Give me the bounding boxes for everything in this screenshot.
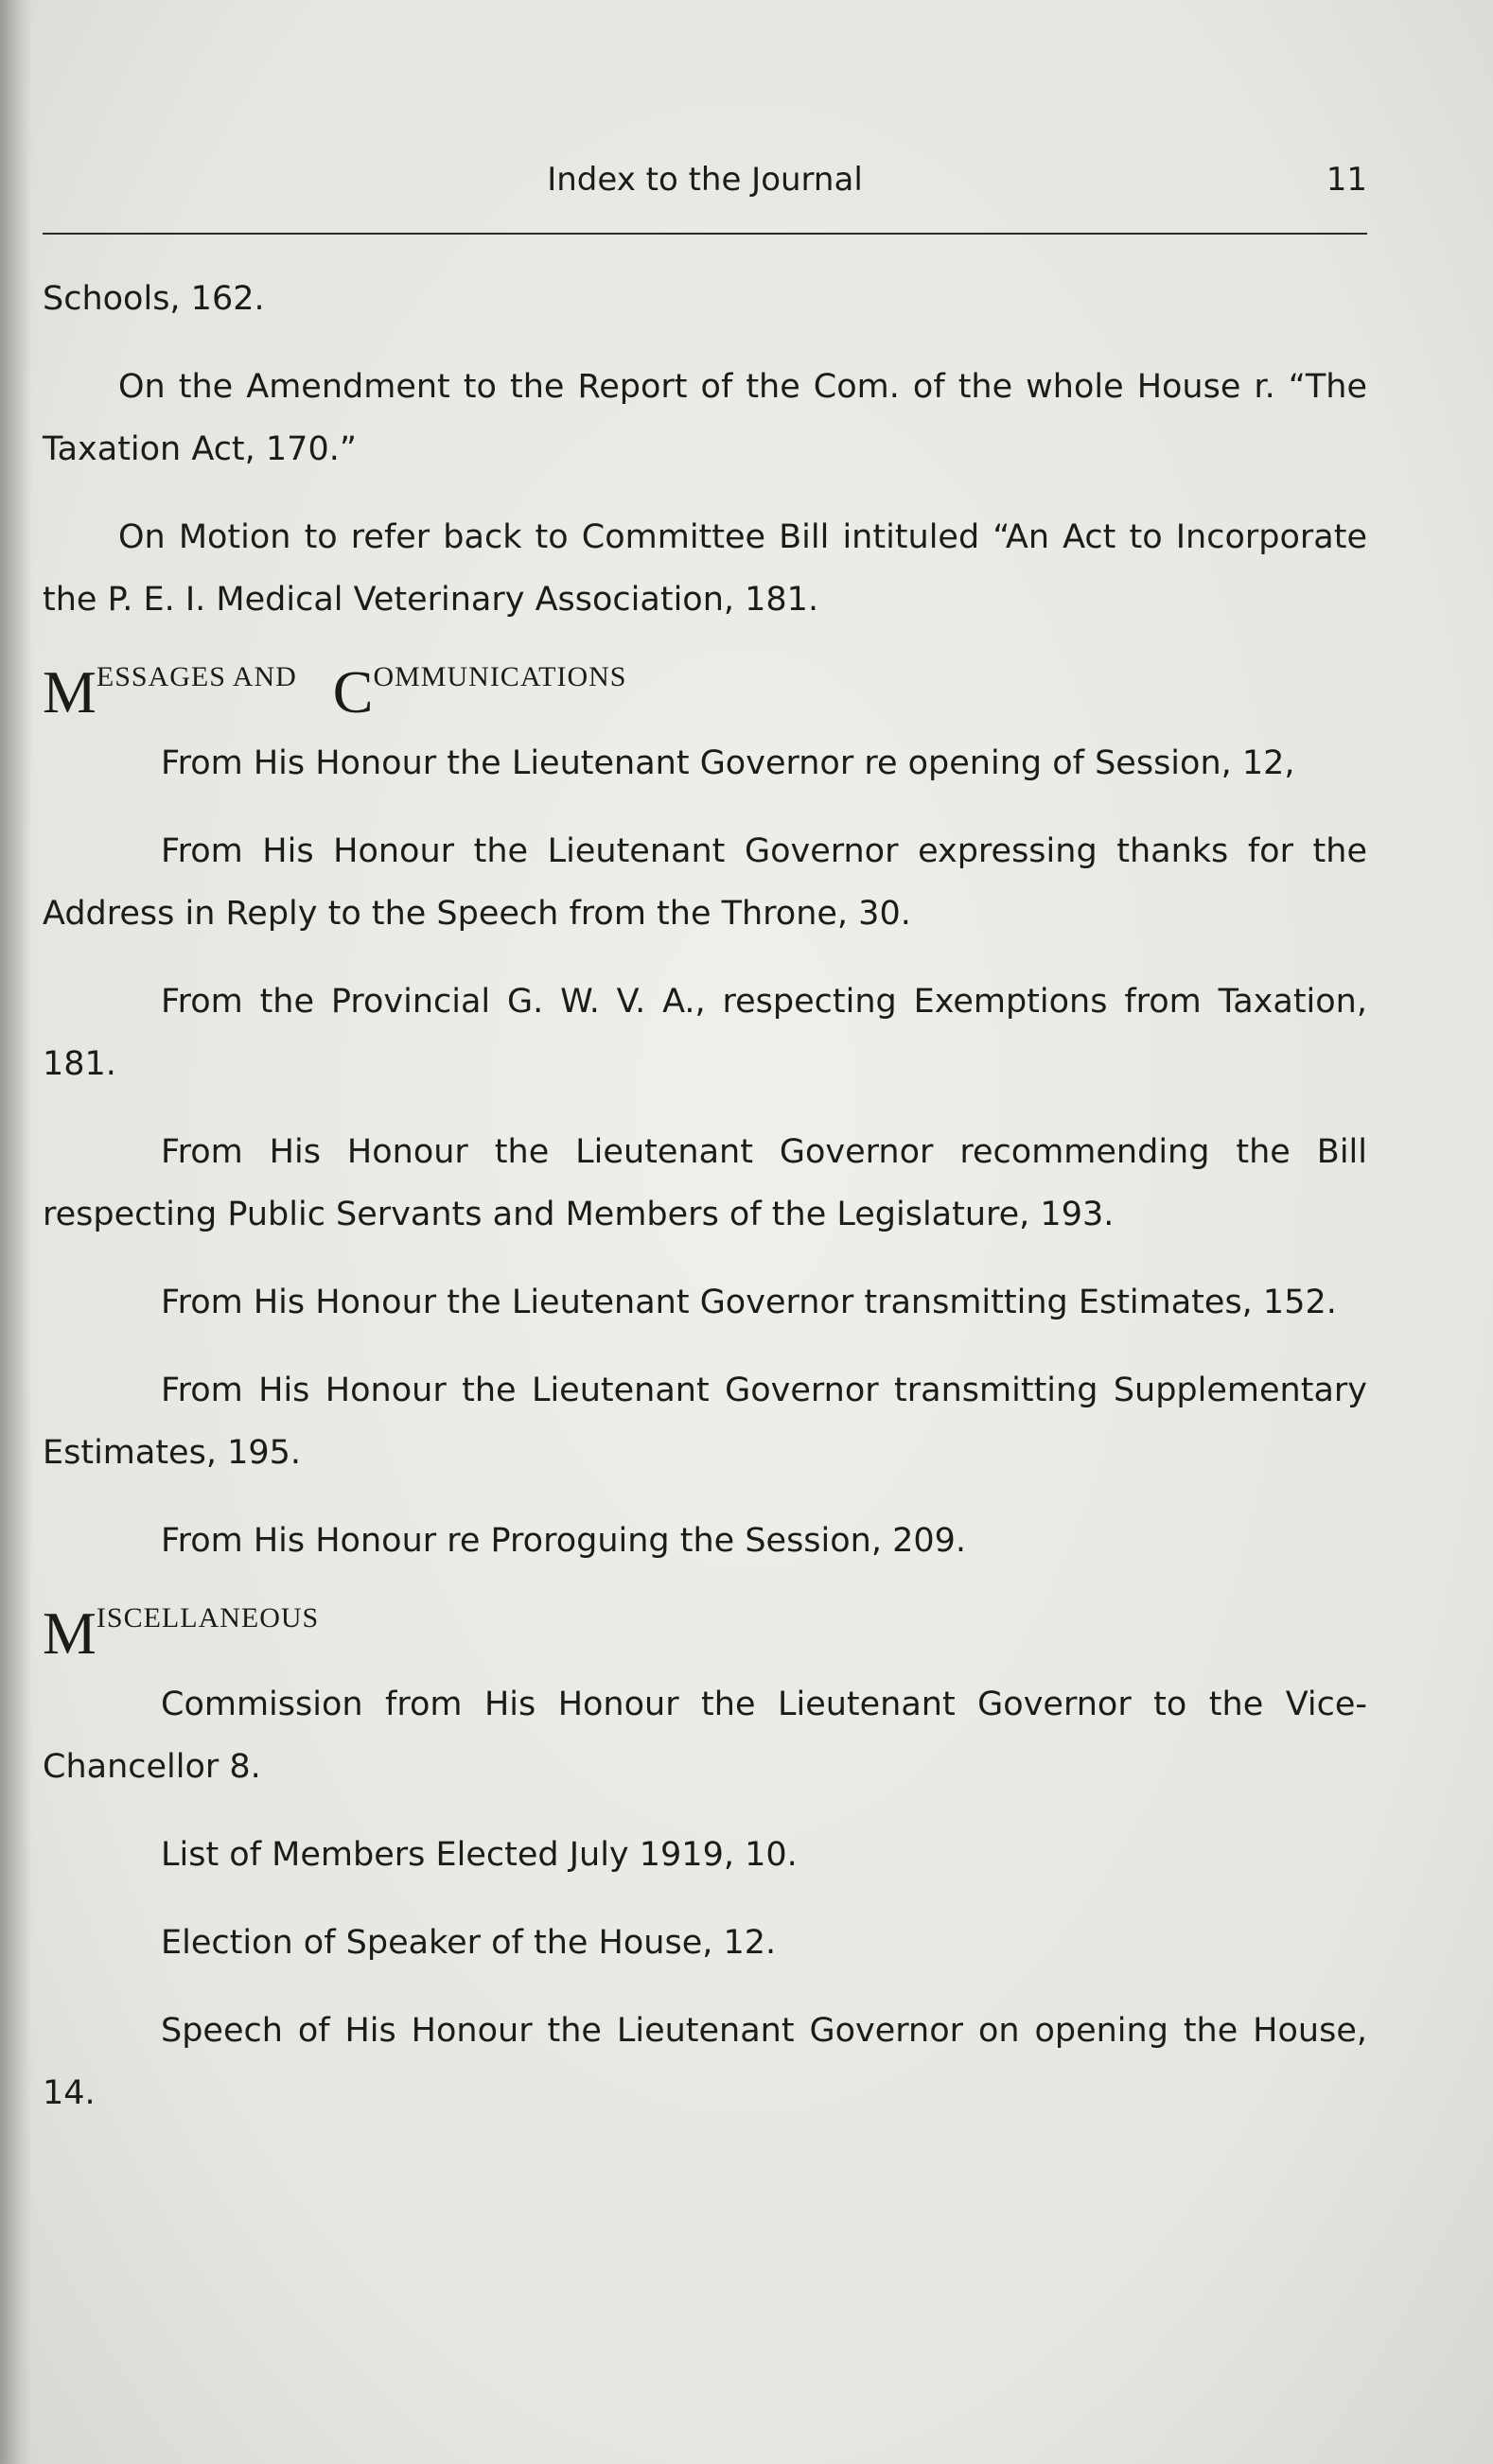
running-title: Index to the Journal: [547, 161, 863, 199]
index-entry: From His Honour the Lieutenant Governor transmitting Supplementary Estimates, 195.: [43, 1372, 1367, 1472]
heading-text: ESSAGES AND: [96, 661, 297, 692]
page-edge-shadow: [0, 0, 32, 2464]
index-body: [43, 268, 1367, 2150]
index-entry: Election of Speaker of the House, 12.: [161, 1924, 777, 1962]
header-rule: [43, 233, 1367, 235]
messages-section-heading: [43, 656, 1367, 725]
index-entry: Speech of His Honour the Lieutenant Governor on opening the House, 14.: [43, 2012, 1367, 2112]
heading-initial: M: [43, 658, 97, 725]
index-entry: On the Amendment to the Report of the Com. of the whole House r. “The Taxation Act, 170.”: [43, 368, 1367, 468]
index-entry: List of Members Elected July 1919, 10.: [161, 1836, 798, 1874]
index-entry: From His Honour the Lieutenant Governor recommending the Bill respecting Public Servants and Members of the Legislature, 193.: [43, 1133, 1367, 1233]
index-entry: On Motion to refer back to Committee Bill intituled “An Act to Incorporate the P. E. I. Medical Veterinary Association, 181.: [43, 518, 1367, 619]
heading-initial: M: [43, 1599, 97, 1667]
running-head: [43, 156, 1367, 203]
index-entry: From His Honour the Lieutenant Governor transmitting Estimates, 152.: [161, 1284, 1337, 1321]
index-entry: From the Provincial G. W. V. A., respecting Exemptions from Taxation, 181.: [43, 983, 1367, 1083]
journal-index-page: [43, 0, 1367, 2464]
index-entry: From His Honour the Lieutenant Governor re opening of Session, 12,: [161, 744, 1295, 782]
miscellaneous-section: [43, 1598, 1367, 2124]
heading-initial: C: [332, 658, 374, 725]
page-number: 11: [1326, 161, 1367, 199]
heading-text: OMMUNICATIONS: [373, 661, 627, 692]
miscellaneous-section-heading: [43, 1598, 1367, 1667]
index-entry: From His Honour the Lieutenant Governor expressing thanks for the Address in Reply to the Speech from the Throne, 30.: [43, 832, 1367, 933]
heading-text: ISCELLANEOUS: [96, 1602, 320, 1634]
index-entry: Commission from His Honour the Lieutenant Governor to the Vice-Chancellor 8.: [43, 1686, 1367, 1786]
index-entry: Schools, 162.: [43, 280, 265, 318]
index-entry: From His Honour re Proroguing the Session, 209.: [161, 1522, 967, 1560]
